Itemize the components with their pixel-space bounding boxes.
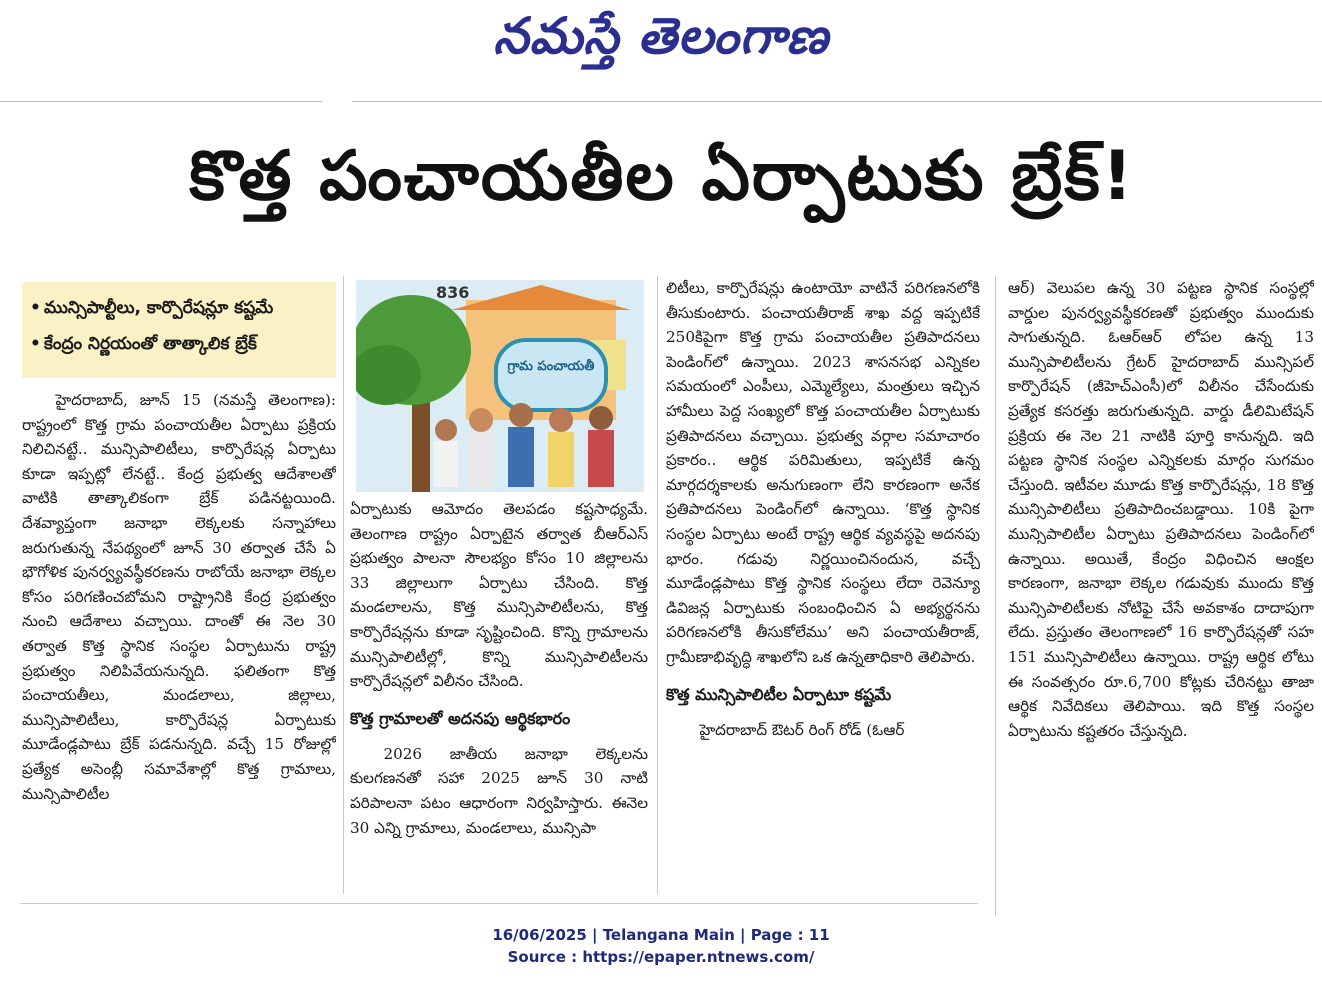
column-divider: [995, 276, 996, 916]
masthead-divider-left: [0, 101, 322, 102]
body-paragraph: లిటీలు, కార్పొరేషన్లు ఉంటాయో వాటినే పరిగణనలోకి తీసుకుంటారు. పంచాయతీరాజ్ శాఖ వద్ద ఇప్పటికే 250కిపైగా కొత్త గ్రామ పంచాయతీల ప్రతిపాదనలు పెండింగ్‌లో ఉన్నాయి. 2023 శాసనసభ ఎన్నికల సమయంలో ఎంపీలు, ఎమ్మెల్యేలు, మంత్రులు ఇచ్చిన హామీలు పెద్ద సంఖ్యలో కొత్త పంచాయతీల ఏర్పాటుకు ప్రతిపాదనలు వచ్చాయి. ప్రభుత్వ వర్గాల సమాచారం ప్రకారం.. ఆర్థిక పరిమితులు, ఇప్పటికే ఉన్న మార్గదర్శకాలకు అనుగుణంగా లేని కారణంగా అనేక ప్రతిపాదనలు పెండింగ్‌లో ఉన్నాయి. ‘కొత్త స్థానిక సంస్థల ఏర్పాటు అంటే రాష్ట్ర ఆర్థిక వ్యవస్థపై అదనపు భారం. గడువు నిర్ణయించినందున, వచ్చే మూడేండ్లపాటు కొత్త స్థానిక సంస్థలు లేదా రెవెన్యూ డివిజన్ల ఏర్పాటుకు సంబంధించిన ఏ అభ్యర్థనను పరిగణనలోకి తీసుకోలేము’ అని పంచాయతీరాజ్, గ్రామీణాభివృద్ధి శాఖలోని ఒక ఉన్నతాధికారి తెలిపారు.: [666, 279, 980, 666]
body-paragraph: హైదరాబాద్ ఔటర్ రింగ్ రోడ్ (ఓఆర్: [699, 720, 905, 739]
column-divider: [657, 276, 658, 894]
source-link[interactable]: Source : https://epaper.ntnews.com/: [507, 948, 815, 966]
masthead-divider-right: [352, 101, 1322, 102]
footer-divider: [20, 903, 978, 904]
bullet-icon: •: [30, 334, 41, 354]
edition-info: 16/06/2025 | Telangana Main | Page : 11: [492, 926, 830, 944]
section-subheading: కొత్త గ్రామాలతో అదనపు ఆర్థికభారం: [350, 708, 571, 728]
highlight-text: మున్సిపాల్టీలు, కార్పొరేషన్లూ కష్టమే: [44, 298, 274, 318]
highlight-item: [30, 332, 328, 356]
body-paragraph: హైదరాబాద్, జూన్ 15 (నమస్తే తెలంగాణ): రాష్ట్రంలో కొత్త గ్రామ పంచాయతీల ఏర్పాటు ప్రక్రియ నిలిచినట్టే.. మున్సిపాలిటీలు, కార్పొరేషన్ల ఏర్పాటు కూడా ఇప్పట్లో లేనట్టే.. కేంద్ర ప్రభుత్వ ఆదేశాలతో వాటికి తాత్కాలికంగా బ్రేక్ పడినట్టయింది. దేశవ్యాప్తంగా జనాభా లెక్కలకు సన్నాహాలు జరుగుతున్న నేపథ్యంలో జూన్ 30 తర్వాత చేసే ఏ భౌగోళిక పునర్వ్యవస్థీకరణను రాబోయే జనాభా లెక్కల కోసం పరిగణించబోమని రాష్ట్రానికి కేంద్ర ప్రభుత్వం నుంచి ఆదేశాలు వచ్చాయి. దాంతో ఈ నెల 30 తర్వాత కొత్త స్థానిక సంస్థల ఏర్పాటును రాష్ట్ర ప్రభుత్వం నిలిపివేయనున్నది. ఫలితంగా కొత్త పంచాయతీలు, మండలాలు, జిల్లాలు, మున్సిపాలిటీలు, కార్పొరేషన్ల ఏర్పాటుకు మూడేండ్లపాటు బ్రేక్ పడనున్నది. వచ్చే 15 రోజుల్లో ప్రత్యేక అసెంబ్లీ సమావేశాల్లో కొత్త గ్రామాలు, మున్సిపాలిటీల: [22, 391, 336, 803]
village-office-illustration-icon: [356, 280, 644, 492]
body-paragraph: ఆర్) వెలుపల ఉన్న 30 పట్టణ స్థానిక సంస్థల్లో వార్డుల పునర్వ్యవస్థీకరణతో ప్రభుత్వం ముందుకు సాగుతున్నది. ఓఆర్ఆర్ లోపల ఉన్న 13 మున్సిపాలిటీలను గ్రేటర్ హైదరాబాద్ మున్సిపల్ కార్పొరేషన్ (జీహెచ్ఎంసీ)లో విలీనం చేసేందుకు ప్రత్యేక కసరత్తు జరుగుతున్నది. వార్డు డీలిమిటేషన్ ప్రక్రియ ఈ నెల 21 నాటికి పూర్తి కానున్నది. ఇది పట్టణ స్థానిక సంస్థల ఎన్నికలకు మార్గం సుగమం చేస్తుంది. ఇటీవల మూడు కొత్త కార్పొరేషన్లు, 18 కొత్త మున్సిపాలిటీలు ప్రతిపాదించబడ్డాయి. 10కి పైగా మున్సిపాలిటీల ఏర్పాటు ప్రతిపాదనలు పెండింగ్‌లో ఉన్నాయి. అయితే, కేంద్రం విధించిన ఆంక్షల కారణంగా, జనాభా లెక్కల గడువుకు ముందు కొత్త మున్సిపాలిటీలకు నోటిఫై చేసే అవకాశం దాదాపుగా లేదు. ప్రస్తుతం తెలంగాణలో 16 కార్పొరేషన్లతో సహ 151 మున్సిపాలిటీలు ఉన్నాయి. రాష్ట్ర ఆర్థిక లోటు ఈ సంవత్సరం రూ.6,700 కోట్లకు చేరినట్టు తాజా ఆర్థిక నివేదికలు తెలిపాయి. ఇది కొత్త సంస్థల ఏర్పాటును కష్టతరం చేస్తున్నది.: [1008, 279, 1314, 740]
article-column-2: [350, 497, 648, 893]
photo-number-text: 836: [436, 283, 470, 302]
column-divider: [343, 276, 344, 894]
highlights-box: [22, 282, 336, 378]
photo-sign-text: గ్రామ పంచాయతీ: [507, 359, 595, 374]
article-column-3: [666, 276, 980, 894]
highlight-text: కేంద్రం నిర్ణయంతో తాత్కాలిక బ్రేక్: [44, 334, 257, 354]
body-paragraph: 2026 జాతీయ జనాభా లెక్కలను కులగణనతో సహా 2025 జూన్ 30 నాటి పరిపాలనా పటం ఆధారంగా నిర్వహిస్తారు. ఈనెల 30 ఎన్ని గ్రామాలు, మండలాలు, మున్సిపా: [350, 744, 648, 837]
article-column-4: [1008, 276, 1314, 894]
article-headline: కొత్త పంచాయతీల ఏర్పాటుకు బ్రేక్!: [189, 137, 1135, 216]
section-subheading: కొత్త మున్సిపాలిటీల ఏర్పాటూ కష్టమే: [666, 684, 892, 704]
article-column-1: [22, 388, 336, 888]
newspaper-masthead: నమస్తే తెలంగాణ: [493, 6, 829, 65]
highlight-item: [30, 296, 328, 320]
bullet-icon: •: [30, 298, 41, 318]
body-paragraph: ఏర్పాటుకు ఆమోదం తెలపడం కష్టసాధ్యమే. తెలంగాణ రాష్ట్రం ఏర్పాటైన తర్వాత బీఆర్ఎస్ ప్రభుత్వం పాలనా సౌలభ్యం కోసం 10 జిల్లాలను 33 జిల్లాలుగా ఏర్పాటు చేసింది. కొత్త మండలాలను, కొత్త మున్సిపాలిటీలను, కొత్త కార్పొరేషన్లను కూడా సృష్టించింది. కొన్ని గ్రామాలను మున్సిపాలిటీల్లో, కొన్ని మున్సిపాలిటీలను కార్పొరేషన్లలో విలీనం చేసింది.: [350, 500, 648, 691]
article-photo: [356, 280, 644, 492]
